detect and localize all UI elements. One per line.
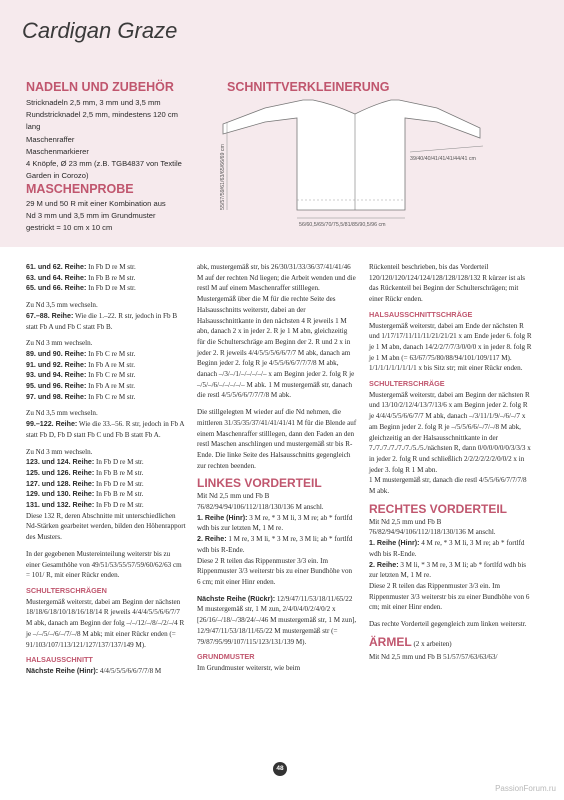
instruction-text: 4 M re, * 3 M li, 3 M re; ab * fortlfd wdh bis R-Ende.: [369, 539, 525, 558]
instruction-text: 3 M re, * 3 M li, 3 M re; ab * fortlfd wdh bis zur letzten M, 1 M re.: [197, 513, 353, 533]
section-heading: HALSAUSSCHNITTSCHRÄGE: [369, 309, 473, 319]
row-label: 89. und 90. Reihe:: [26, 349, 87, 358]
instruction-text: Diese 132 R, deren Abschnitte mit unterschiedlichen Nd-Stärken gearbeitet werden, bilden den Höhenrapport des Musters.: [26, 511, 186, 542]
instruction-text: Im Grundmuster weiterstr, wie beim: [197, 663, 301, 672]
cardigan-outline: [223, 100, 480, 210]
sleeve-measure: 39/40/40/41/41/41/44/41 cm: [410, 156, 476, 162]
instruction-text: In Fb D re M str.: [86, 263, 136, 271]
instruction-paragraph: [26, 300, 186, 311]
part-heading-text: LINKES VORDERTEIL: [197, 476, 322, 491]
instruction-paragraph: [369, 517, 534, 538]
instruction-paragraph: [369, 390, 534, 476]
row-label: 129. und 130. Reihe:: [26, 490, 95, 499]
instruction-text: Zu Nd 3 mm wechseln.: [26, 447, 93, 456]
instruction-text: 4/4/5/5/5/6/6/7/7/8 M: [98, 666, 162, 675]
row-label: 67.–88. Reihe:: [26, 311, 74, 320]
width-measure: 56/60,5/65/70/75,5/81/85/90,5/96 cm: [299, 222, 386, 228]
instruction-paragraph: [26, 349, 186, 360]
instruction-paragraph: [26, 283, 186, 294]
instruction-text: Mustergemäß weiterstr, dabei am Ende der nächsten R und 1/17/17/11/11/11/21/21/21 x am Ende jeder 6. folg R je 1 M abn, danach 14/2/2/7/7/3/0/0/0 x in jeder 8. folg R je 1 M abn (= 63/67/75/80/88/94/101/109/117 M). 1/1/1/1/1/1/1/1/1 x bis Sitz str; mit einer Rückr enden.: [369, 321, 532, 373]
needles-list: [26, 97, 211, 182]
instruction-paragraph: [26, 311, 186, 332]
instruction-paragraph: [26, 447, 186, 458]
needles-line: Garden in Corozo): [26, 171, 89, 181]
instruction-text: Diese 2 R teilen das Rippenmuster 3/3 ein. Im Rippenmuster 3/3 weiterstr bis zu einer Bundhöhe von 6 cm; mit einer Hinr enden.: [369, 581, 530, 612]
instruction-paragraph: [197, 491, 357, 512]
row-label: 2. Reihe:: [369, 560, 399, 569]
row-label: 1. Reihe (Hinr):: [369, 539, 420, 548]
instruction-text: 12/9/47/11/53/18/11/65/22 M mustergemäß str, 1 M zun, 2/4/0/4/0/2/4/0/2 x [26/16/–/18/–/38/24/–/46 M mustergemäß str, 1 M zun], 12/9/47/11/53/18/11/65/22 M mustergemäß str (= 79/87/95/99/107/115/123/131/139 M).: [197, 594, 357, 646]
needles-line: Stricknadeln 2,5 mm, 3 mm und 3,5 mm: [26, 98, 161, 107]
instruction-paragraph: [26, 549, 186, 581]
row-label: 99.–122. Reihe:: [26, 420, 78, 429]
instruction-text: Zu Nd 3 mm wechseln.: [26, 339, 93, 348]
instruction-paragraph: [197, 513, 357, 534]
instruction-text: Mustergemäß über die M für die rechte Seite des Halsausschnitts weiterstr, dabei an der Halsausschnittkante in den nächsten 4 R jeweils 1 M abn, danach 2 x in jeder 2. R je 1 M abn, gleichzeitig für die Schulterschräge am Beginn der 2. R und 2 x in jeder 2. R jeweils 4/4/5/5/5/6/6/7/7 M abk, danach am Beginn jeder 2. folg R je 4/5/5/6/6/7/7/7/8 M abk, danach –/3/–/1/–/–/–/–/– x am Beginn jeder 2. folg R je –/5/–/6/–/–/–/–/– M abk. 1 M mustergemäß str, danach die restl 4/5/5/6/6/7/7/7/8 M abk.: [197, 295, 355, 400]
row-label: 63. und 64. Reihe:: [26, 273, 87, 282]
instruction-paragraph: [197, 663, 357, 674]
instructions-body: [26, 262, 538, 777]
part-heading-note: (2 x arbeiten): [411, 639, 452, 648]
instruction-text: Wie die 33.–56. R str, jedoch in Fb A statt Fb D, Fb D statt Fb C und Fb B statt Fb A.: [26, 420, 185, 439]
instruction-text: In Fb C re M str.: [86, 392, 136, 401]
instruction-paragraph: [26, 489, 186, 500]
instruction-text: Mustergemäß weiterstr, dabei am Beginn der nächsten 18/18/6/18/10/18/16/18/14 R jeweils 4/4/4/5/5/6/6/7/7 M abk, danach am Beginn der folg –/–/12/–/8/–/2/–/4 R je –/–/5/–/6/–/7/–/8 M abk; mit einer Rückr enden (= 91/103/107/113/121/127/137/137/149 M).: [26, 597, 185, 649]
row-label: 65. und 66. Reihe:: [26, 284, 87, 293]
instruction-text: Mustergemäß weiterstr, dabei am Beginn der nächsten R und 13/10/2/12/4/13/7/13/6 x am Beginn jeder 2. folg R je 4/4/4/5/5/6/6/7/7 M abk, danach –/3/11/1/9/–/6/–/7 x am Beginn jeder 2. folg R je –/5/5/6/6/–/7/–/8 M abk, gleichzeitig an der Halsausschnittkante in der 7./7./7./7./7./7./5./5./nächsten R, dann 0/0/0/0/0/0/3/3/3 x in jeder 2. folg R und schließlich 2/2/2/2/2/2/0/0/2 x in jeder 3. folg R 1 M abn.: [369, 390, 531, 474]
instruction-paragraph: [26, 262, 186, 273]
instruction-text: In Fb D re M str.: [94, 501, 144, 510]
row-label: Nächste Reihe (Rückr):: [197, 594, 276, 603]
instruction-text: Zu Nd 3,5 mm wechseln.: [26, 301, 98, 310]
instruction-paragraph: [197, 407, 357, 471]
instruction-paragraph: [369, 262, 534, 305]
section-heading: SCHULTERSCHRÄGEN: [26, 585, 107, 595]
instruction-text: Mit Nd 2,5 mm und Fb B 51/57/57/63/63/63/: [369, 652, 498, 661]
instruction-paragraph: [26, 408, 186, 419]
instruction-paragraph: [197, 262, 357, 294]
instruction-paragraph: [26, 273, 186, 284]
gauge-line: Nd 3 mm und 3,5 mm im Grundmuster: [26, 211, 156, 221]
instruction-text: In Fb D re M str.: [94, 458, 144, 467]
instruction-paragraph: [26, 370, 186, 381]
instruction-text: In Fb D re M str.: [86, 284, 136, 293]
instruction-paragraph: [26, 392, 186, 403]
gauge-list: [26, 198, 201, 235]
instruction-text: In Fb B re M str.: [94, 490, 144, 499]
instruction-paragraph: [197, 556, 357, 588]
instruction-text: In Fb D re M str.: [94, 479, 144, 488]
needles-line: Maschenmarkierer: [26, 146, 89, 156]
section-heading: SCHULTERSCHRÄGE: [369, 379, 445, 389]
instruction-text: 1 M re, 3 M li, * 3 M re, 3 M li; ab * fortlfd wdh bis R-Ende.: [197, 535, 353, 554]
instruction-paragraph: [369, 560, 534, 581]
instruction-text: 3 M li, * 3 M re, 3 M li; ab * fortlfd wdh bis zur letzten M, 1 M re.: [369, 560, 527, 580]
instruction-paragraph: [369, 619, 534, 630]
gauge-line: gestrickt = 10 cm x 10 cm: [26, 223, 113, 233]
instruction-text: In der gegebenen Mustereinteilung weiterstr bis zu einer Gesamthöhe von 49/51/53/55/57/59/60/62/63 cm = 101/ R, mit einer Rückr enden.: [26, 549, 182, 580]
height-measure: 55/57/59/61/63/65/66/69 cm: [220, 144, 226, 210]
gauge-heading: MASCHENPROBE: [26, 182, 134, 196]
instruction-paragraph: [26, 360, 186, 371]
part-heading: [369, 635, 534, 652]
instruction-text: Mit Nd 2,5 mm und Fb B 76/82/94/94/106/112/118/130/136 M anschl.: [197, 492, 324, 512]
cardigan-schematic: [215, 90, 515, 235]
row-label: 93. und 94. Reihe:: [26, 371, 87, 380]
needles-line: Rundstricknadel 2,5 mm, mindestens 120 cm: [26, 110, 178, 120]
instruction-paragraph: [26, 468, 186, 479]
instruction-paragraph: [197, 594, 357, 648]
instruction-paragraph: [26, 666, 186, 677]
instruction-text: Zu Nd 3,5 mm wechseln.: [26, 409, 98, 418]
part-heading-text: ÄRMEL: [369, 634, 412, 649]
instruction-text: Mit Nd 2,5 mm und Fb B 76/82/94/94/106/112/118/130/136 M anschl.: [369, 517, 496, 537]
instruction-text: Das rechte Vorderteil gegengleich zum linken weiterstr.: [369, 620, 527, 629]
row-label: 1. Reihe (Hinr):: [197, 513, 248, 522]
instruction-text: Diese 2 R teilen das Rippenmuster 3/3 ein. Im Rippenmuster 3/3 weiterstr bis zu einer Bundhöhe von 6 cm; mit einer Hinr enden.: [197, 556, 353, 586]
instruction-paragraph: [369, 321, 534, 375]
instruction-paragraph: [26, 457, 186, 468]
instruction-text: 1 M mustergemäß str, danach die restl 4/5/5/6/6/7/7/7/8 M abk.: [369, 476, 527, 496]
instruction-text: Rückenteil beschrieben, bis das Vorderteil 120/120/120/124/124/128/128/128/132 R kürzer ist als das Rückenteil bei Beginn der Schulterschrägen; mit einer Rückr enden.: [369, 263, 526, 304]
part-heading: [197, 476, 357, 491]
instruction-paragraph: [26, 338, 186, 349]
gauge-line: 29 M und 50 R mit einer Kombination aus: [26, 199, 166, 208]
instruction-text: Die stillgelegten M wieder auf die Nd nehmen, die mittleren 31/35/35/37/41/41/41/41 M für die Blende auf einem Maschenraffer stilllegen, dann den Faden an den restl Maschen anschlingen und mustergemäß str bis R-Ende. Die linke Seite des Halsausschnitts gegengleich zur rechten beenden.: [197, 408, 357, 470]
row-label: 125. und 126. Reihe:: [26, 468, 95, 477]
instruction-text: In Fb A re M str.: [86, 360, 136, 369]
needles-line: 4 Knöpfe, Ø 23 mm (z.B. TGB4837 von Textile: [26, 159, 182, 169]
instruction-paragraph: [369, 652, 534, 663]
row-label: 127. und 128. Reihe:: [26, 479, 95, 488]
row-label: 61. und 62. Reihe:: [26, 263, 87, 271]
column-1: [26, 262, 186, 677]
row-label: Nächste Reihe (Hinr):: [26, 666, 99, 675]
page-title: Cardigan Graze: [22, 18, 178, 43]
instruction-text: In Fb A re M str.: [86, 382, 136, 391]
instruction-paragraph: [197, 294, 357, 401]
part-heading-text: RECHTES VORDERTEIL: [369, 501, 508, 516]
sleeve-dim-line: [410, 146, 483, 152]
instruction-paragraph: [26, 381, 186, 392]
instruction-paragraph: [369, 581, 534, 613]
row-label: 97. und 98. Reihe:: [26, 392, 87, 401]
instruction-text: In Fb C re M str.: [86, 349, 136, 358]
watermark: PassionForum.ru: [495, 784, 556, 793]
instruction-paragraph: [369, 538, 534, 559]
instruction-paragraph: [197, 534, 357, 555]
row-label: 95. und 96. Reihe:: [26, 382, 87, 391]
instruction-paragraph: [26, 511, 186, 543]
row-label: 91. und 92. Reihe:: [26, 360, 87, 369]
page-number: 48: [273, 762, 287, 776]
instruction-paragraph: [26, 500, 186, 511]
instruction-paragraph: [369, 475, 534, 496]
instruction-text: abk, mustergemäß str, bis 26/30/31/33/36/37/41/41/46 M auf der rechten Nd liegen; die Arbeit wenden und die restl M auf einem Maschenraffer stilllegen.: [197, 263, 356, 293]
instruction-text: In Fb C re M str.: [86, 371, 136, 380]
schema-heading: SCHNITTVERKLEINERUNG: [227, 80, 390, 94]
needles-line: Maschenraffer: [26, 134, 75, 144]
instruction-text: Wie die 1.–22. R str, jedoch in Fb B statt Fb A und Fb C statt Fb B.: [26, 311, 178, 331]
instruction-paragraph: [26, 597, 186, 651]
part-heading: [369, 502, 534, 517]
row-label: 131. und 132. Reihe:: [26, 501, 95, 510]
instruction-paragraph: [26, 479, 186, 490]
needles-line: lang: [26, 122, 41, 132]
row-label: 123. und 124. Reihe:: [26, 458, 95, 467]
section-heading: GRUNDMUSTER: [197, 652, 255, 662]
column-3: [369, 262, 534, 663]
row-label: 2. Reihe:: [197, 535, 227, 544]
instruction-text: In Fb B re M str.: [86, 273, 136, 282]
instruction-text: In Fb B re M str.: [94, 468, 144, 477]
needles-heading: NADELN UND ZUBEHÖR: [26, 80, 174, 94]
column-2: [197, 262, 357, 674]
instruction-paragraph: [26, 419, 186, 440]
section-heading: HALSAUSSCHNITT: [26, 655, 93, 665]
